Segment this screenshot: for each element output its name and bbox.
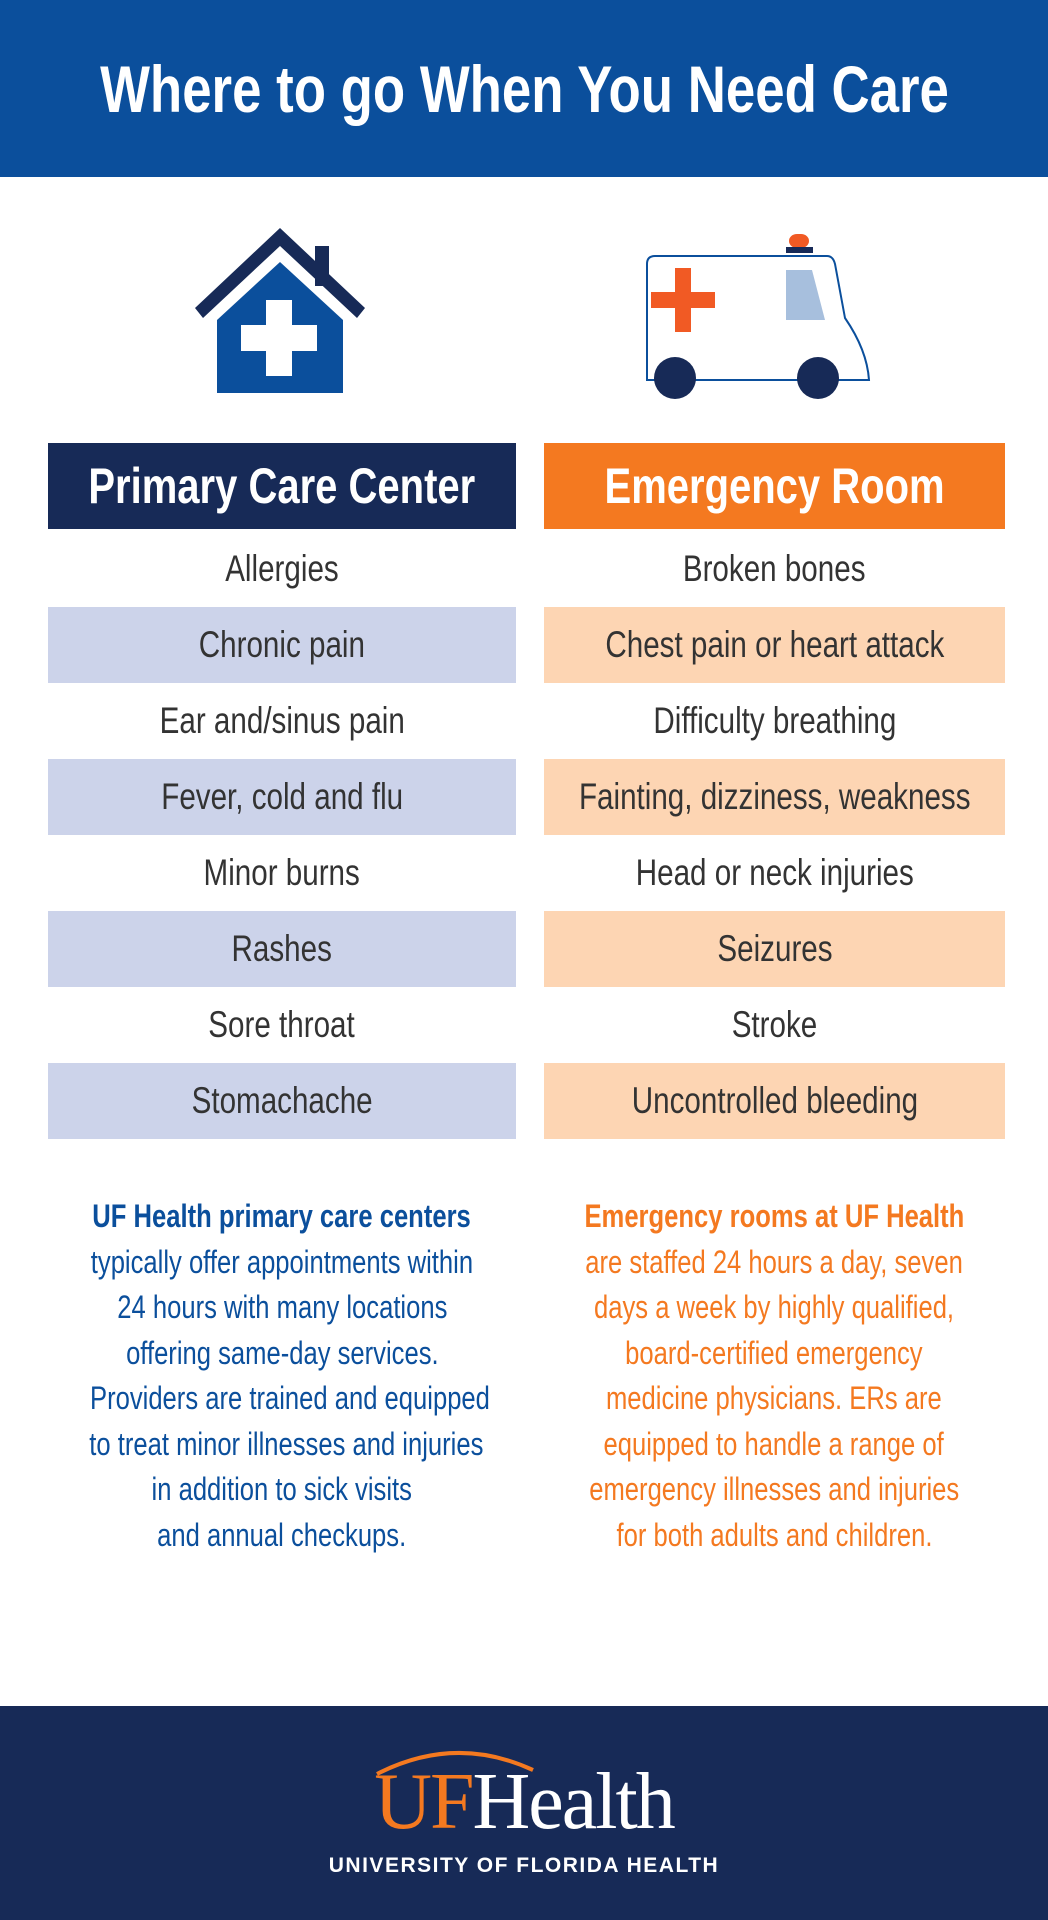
list-item: Seizures xyxy=(544,911,1005,987)
primary-care-list xyxy=(48,531,516,1139)
list-item: Allergies xyxy=(225,548,339,589)
uf-health-logo: UFHealth xyxy=(374,1758,674,1846)
list-item: Stroke xyxy=(731,1004,818,1045)
logo-tagline: UNIVERSITY OF FLORIDA HEALTH xyxy=(328,1854,720,1877)
emergency-room-heading: Emergency Room xyxy=(544,443,1005,529)
list-item: Chronic pain xyxy=(48,607,516,683)
list-item: Fever, cold and flu xyxy=(48,759,516,835)
ambulance-icon xyxy=(645,230,895,400)
footer xyxy=(0,1706,1048,1920)
list-item: Stomachache xyxy=(48,1063,516,1139)
list-item: Ear and/sinus pain xyxy=(159,700,405,741)
list-item: Fainting, dizziness, weakness xyxy=(544,759,1005,835)
emergency-room-list xyxy=(544,531,1005,1139)
title-banner xyxy=(0,0,1048,177)
list-item: Chest pain or heart attack xyxy=(544,607,1005,683)
list-item: Sore throat xyxy=(208,1004,356,1045)
primary-care-description: UF Health primary care centers typically offer appointments within 24 hours with many locations offering same-day services. Providers are trained and equipped to treat minor illnesses and injuries in addition to sick visits and annual checkups. xyxy=(89,1198,490,1553)
list-item: Minor burns xyxy=(203,852,361,893)
list-item: Difficulty breathing xyxy=(653,700,896,741)
page-title: Where to go When You Need Care xyxy=(99,51,949,126)
primary-care-heading: Primary Care Center xyxy=(48,443,516,529)
emergency-room-description: Emergency rooms at UF Health are staffed 24 hours a day, seven days a week by highly qualified, board-certified emergency medicine physicians. ERs are equipped to handle a range of emergency illnesses and injuries for both adults and children. xyxy=(584,1198,964,1553)
list-item: Uncontrolled bleeding xyxy=(544,1063,1005,1139)
list-item: Broken bones xyxy=(683,548,866,589)
house-medical-icon xyxy=(185,228,375,398)
list-item: Rashes xyxy=(48,911,516,987)
list-item: Head or neck injuries xyxy=(635,852,914,893)
